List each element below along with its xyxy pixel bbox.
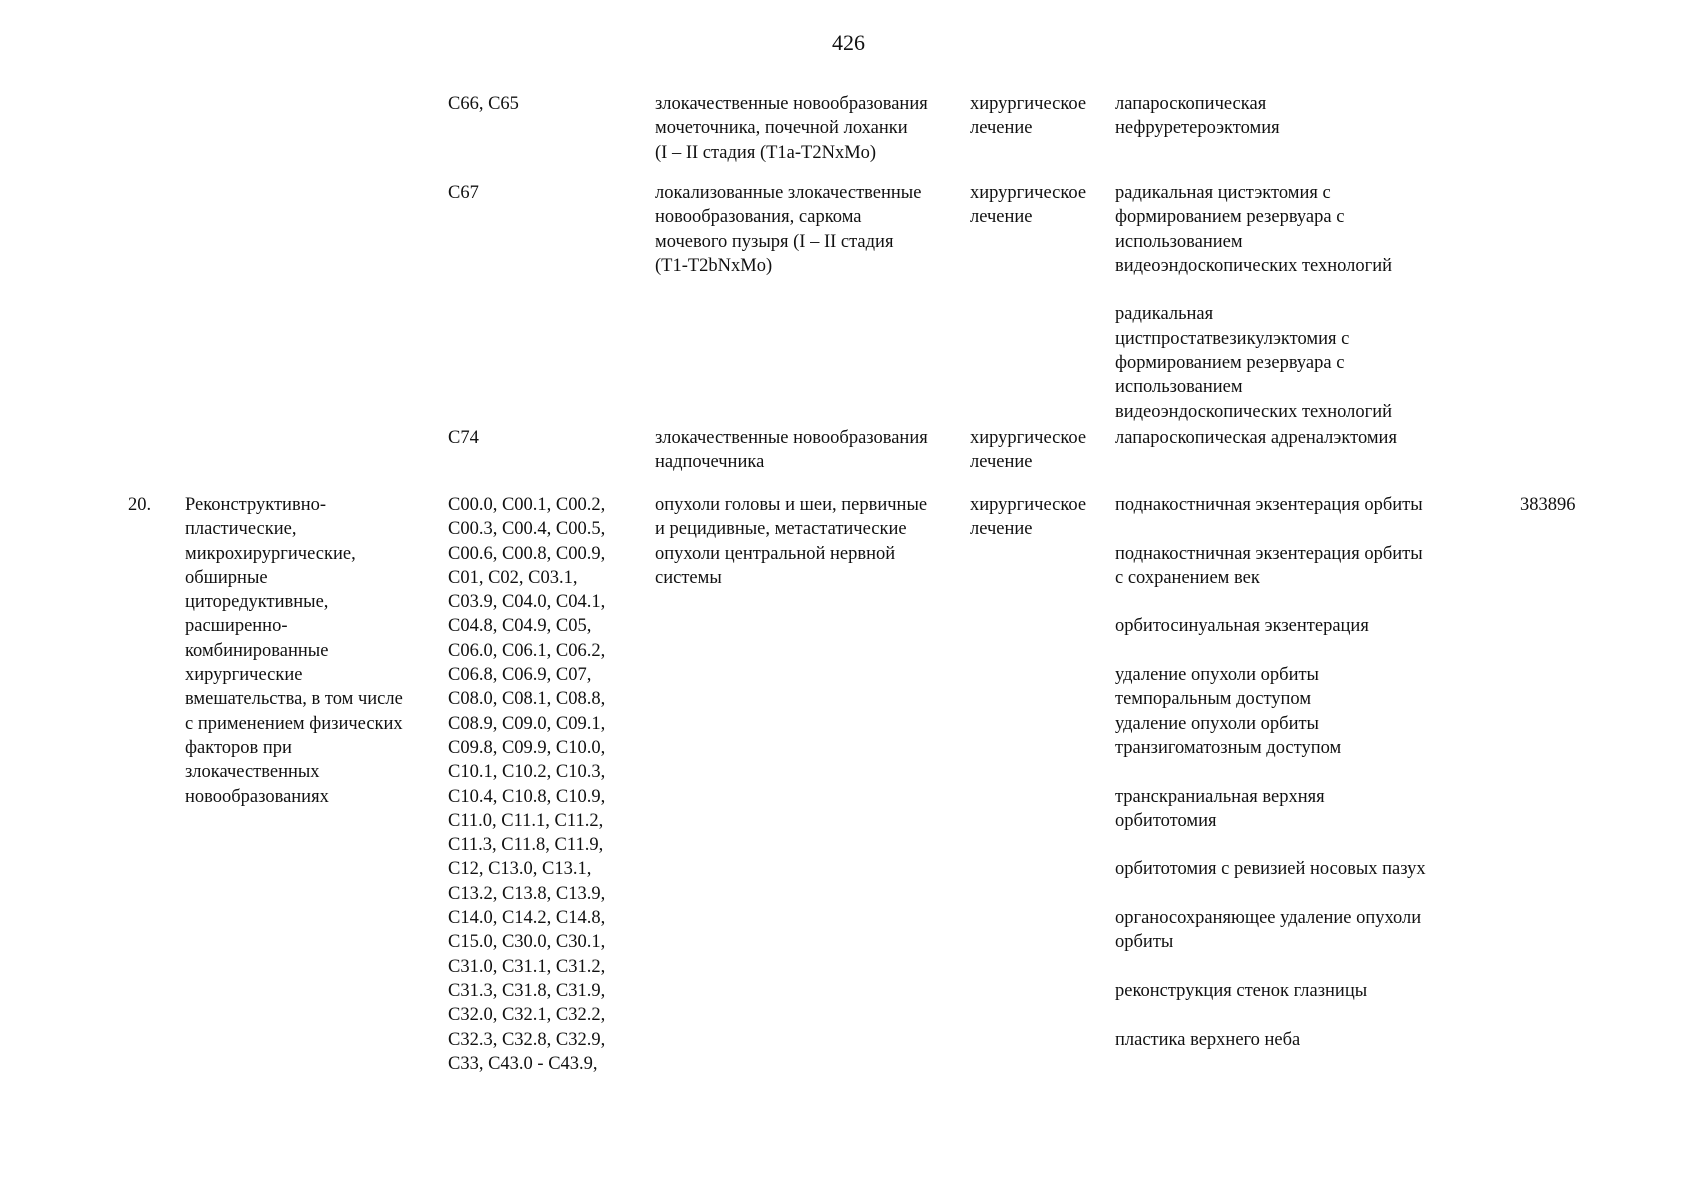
patient-model-line: опухоли головы и шеи, первичные <box>655 495 928 515</box>
treatment-method <box>1115 906 1485 955</box>
icd-codes-line: C32.3, C32.8, C32.9, <box>448 1029 606 1050</box>
treatment-method-line: органосохраняющее удаление опухоли <box>1115 908 1422 929</box>
treatment-method-line: реконструкция стенок глазницы <box>1115 980 1368 1001</box>
patient-model-line: новообразования, саркома <box>655 207 862 228</box>
treatment-method <box>1115 614 1485 638</box>
icd-codes-line: C00.0, C00.1, C00.2, <box>448 495 606 515</box>
treatment-method-line: орбитосинуальная экзентерация <box>1115 616 1369 637</box>
icd-codes-line: C67 <box>448 183 479 203</box>
treatment-kind-cell <box>970 426 1115 475</box>
treatment-method-line: радикальная <box>1115 304 1214 325</box>
icd-codes-line: C01, C02, C03.1, <box>448 567 578 588</box>
treatment-kind-cell <box>970 493 1115 542</box>
group-name-line: новообразованиях <box>185 786 329 807</box>
treatment-method <box>1115 785 1485 834</box>
treatment-method-line: орбиты <box>1115 932 1174 953</box>
patient-model-line: системы <box>655 567 722 588</box>
icd-codes-line: C00.3, C00.4, C00.5, <box>448 519 606 540</box>
treatment-method <box>1115 302 1485 423</box>
cost-cell: 383896 <box>1520 495 1576 515</box>
patient-model-cell <box>655 493 970 590</box>
treatment-method-line: видеоэндоскопических технологий <box>1115 255 1393 276</box>
treatment-method-line: видеоэндоскопических технологий <box>1115 401 1393 422</box>
icd-codes-cell <box>448 92 633 116</box>
group-name-line: вмешательства, в том числе <box>185 689 403 710</box>
icd-codes-line: C14.0, C14.2, C14.8, <box>448 908 606 929</box>
treatment-method <box>1115 979 1485 1003</box>
treatment-method <box>1115 663 1485 760</box>
icd-codes-cell <box>448 493 633 1076</box>
treatment-methods-cell <box>1115 92 1485 141</box>
treatment-kind-line: хирургическое <box>970 94 1087 114</box>
treatment-kind-cell <box>970 92 1115 141</box>
treatment-methods-cell <box>1115 426 1485 450</box>
treatment-method-line: нефруретероэктомия <box>1115 118 1280 139</box>
treatment-method-line: формированием резервуара с <box>1115 207 1345 228</box>
group-name-line: с применением физических <box>185 713 403 734</box>
group-name-line: микрохирургические, <box>185 543 356 564</box>
treatment-method-line: цистпростатвезикулэктомия с <box>1115 328 1350 349</box>
patient-model-cell <box>655 426 970 475</box>
icd-codes-line: C74 <box>448 428 479 448</box>
icd-codes-line: C12, C13.0, C13.1, <box>448 859 592 880</box>
patient-model-line: локализованные злокачественные <box>655 183 922 203</box>
icd-codes-line: C10.4, C10.8, C10.9, <box>448 786 606 807</box>
group-name-line: циторедуктивные, <box>185 592 329 613</box>
treatment-method-line: формированием резервуара с <box>1115 353 1345 374</box>
icd-codes-line: C09.8, C09.9, C10.0, <box>448 737 606 758</box>
treatment-kind-line: лечение <box>970 118 1033 139</box>
treatment-method-line: поднакостничная экзентерация орбиты <box>1115 543 1423 564</box>
page-number: 426 <box>832 30 865 55</box>
treatment-method-line: орбитотомия с ревизией носовых пазух <box>1115 859 1426 880</box>
patient-model-line: мочеточника, почечной лоханки <box>655 118 908 139</box>
icd-codes-line: C31.3, C31.8, C31.9, <box>448 980 606 1001</box>
icd-codes-line: C00.6, C00.8, C00.9, <box>448 543 606 564</box>
group-name-line: факторов при <box>185 737 292 758</box>
treatment-method-line: удаление опухоли орбиты <box>1115 713 1319 734</box>
icd-codes-line: C31.0, C31.1, C31.2, <box>448 956 606 977</box>
treatment-kind-line: хирургическое <box>970 495 1087 515</box>
treatment-kind-line: лечение <box>970 207 1033 228</box>
patient-model-cell <box>655 92 970 165</box>
group-name-line: расширенно- <box>185 616 288 637</box>
treatment-method-line: лапароскопическая <box>1115 94 1267 114</box>
treatment-kind-line: лечение <box>970 519 1033 540</box>
treatment-method-line: с сохранением век <box>1115 567 1260 588</box>
patient-model-line: (I – II стадия (T1a-T2NxMo) <box>655 142 877 163</box>
treatment-method-line: радикальная цистэктомия с <box>1115 183 1331 203</box>
icd-codes-line: C06.0, C06.1, C06.2, <box>448 640 606 661</box>
group-name-line: хирургические <box>185 665 303 686</box>
icd-codes-line: C33, C43.0 - C43.9, <box>448 1053 598 1074</box>
icd-codes-line: C11.3, C11.8, C11.9, <box>448 835 604 856</box>
treatment-method-line: использованием <box>1115 231 1243 252</box>
icd-codes-line: C04.8, C04.9, C05, <box>448 616 592 637</box>
patient-model-line: надпочечника <box>655 452 765 473</box>
icd-codes-line: C15.0, C30.0, C30.1, <box>448 932 606 953</box>
icd-codes-line: C13.2, C13.8, C13.9, <box>448 883 606 904</box>
group-name-line: пластические, <box>185 519 297 540</box>
icd-codes-cell <box>448 426 633 450</box>
patient-model-line: опухоли центральной нервной <box>655 543 896 564</box>
treatment-methods-cell <box>1115 181 1485 424</box>
treatment-methods-cell <box>1115 493 1485 1052</box>
group-name-line: Реконструктивно- <box>185 495 327 515</box>
treatment-method-line: пластика верхнего неба <box>1115 1029 1301 1050</box>
group-name-line: комбинированные <box>185 640 329 661</box>
row-number: 20. <box>128 495 152 515</box>
treatment-method <box>1115 493 1485 517</box>
treatment-method-line: транскраниальная верхняя <box>1115 786 1325 807</box>
icd-codes-line: C06.8, C06.9, C07, <box>448 665 592 686</box>
icd-codes-line: C10.1, C10.2, C10.3, <box>448 762 606 783</box>
patient-model-line: злокачественные новообразования <box>655 94 928 114</box>
treatment-method-line: использованием <box>1115 377 1243 398</box>
patient-model-line: и рецидивные, метастатические <box>655 519 907 540</box>
treatment-method <box>1115 1028 1485 1052</box>
treatment-method <box>1115 426 1485 450</box>
treatment-method-line: транзигоматозным доступом <box>1115 737 1342 758</box>
treatment-kind-line: хирургическое <box>970 428 1087 448</box>
treatment-kind-line: лечение <box>970 452 1033 473</box>
patient-model-line: мочевого пузыря (I – II стадия <box>655 231 894 252</box>
icd-codes-line: C66, C65 <box>448 94 519 114</box>
icd-codes-line: C32.0, C32.1, C32.2, <box>448 1005 606 1026</box>
treatment-method-line: удаление опухоли орбиты <box>1115 665 1319 686</box>
group-name-line: обширные <box>185 567 268 588</box>
treatment-method <box>1115 542 1485 591</box>
treatment-kind-line: хирургическое <box>970 183 1087 203</box>
treatment-method <box>1115 92 1485 141</box>
treatment-method-line: лапароскопическая адреналэктомия <box>1115 428 1397 448</box>
treatment-kind-cell <box>970 181 1115 230</box>
treatment-method <box>1115 857 1485 881</box>
icd-codes-cell <box>448 181 633 205</box>
group-name-line: злокачественных <box>185 762 320 783</box>
icd-codes-line: C08.9, C09.0, C09.1, <box>448 713 606 734</box>
treatment-method-line: поднакостничная экзентерация орбиты <box>1115 495 1423 515</box>
treatment-method <box>1115 181 1485 278</box>
icd-codes-line: C03.9, C04.0, C04.1, <box>448 592 606 613</box>
treatment-method-line: орбитотомия <box>1115 810 1217 831</box>
icd-codes-line: C08.0, C08.1, C08.8, <box>448 689 606 710</box>
patient-model-line: (T1-T2bNxMo) <box>655 255 773 276</box>
treatment-method-line: темпоральным доступом <box>1115 689 1312 710</box>
patient-model-line: злокачественные новообразования <box>655 428 928 448</box>
patient-model-cell <box>655 181 970 278</box>
icd-codes-line: C11.0, C11.1, C11.2, <box>448 810 604 831</box>
group-name-cell <box>185 493 435 809</box>
